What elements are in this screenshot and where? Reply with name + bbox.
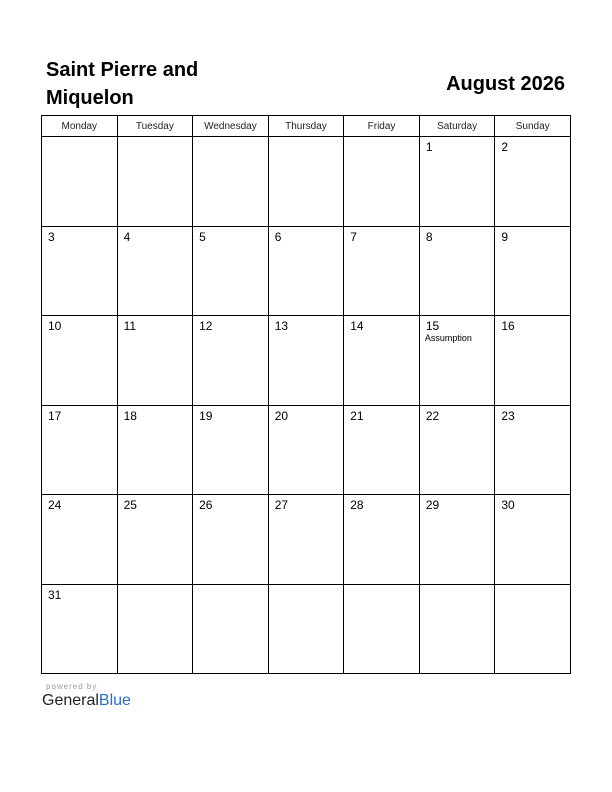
day-number: 5 <box>199 229 206 244</box>
day-cell <box>419 584 495 674</box>
day-cell <box>344 584 420 674</box>
weekday-wednesday: Wednesday <box>193 116 269 137</box>
day-cell <box>495 137 571 227</box>
day-number: 3 <box>48 229 55 244</box>
weekday-saturday: Saturday <box>419 116 495 137</box>
day-number <box>495 585 570 588</box>
day-cell <box>419 405 495 495</box>
day-cell <box>268 495 344 585</box>
week-row <box>42 226 571 316</box>
brand-blue-text: Blue <box>98 692 131 709</box>
weekday-friday: Friday <box>344 116 420 137</box>
day-number: 6 <box>274 229 282 244</box>
day-number <box>193 137 268 140</box>
week-row <box>42 405 571 495</box>
day-cell <box>117 584 193 674</box>
day-number: 18 <box>123 408 137 423</box>
day-cell <box>42 405 118 495</box>
day-number <box>118 585 193 588</box>
day-number: 12 <box>199 319 213 333</box>
day-number: 2 <box>501 140 509 154</box>
day-number: 25 <box>123 498 137 512</box>
day-cell <box>268 226 344 316</box>
day-number <box>118 137 193 140</box>
day-number <box>420 585 495 588</box>
day-number: 27 <box>274 498 289 512</box>
day-number: 1 <box>425 140 433 154</box>
day-cell <box>495 316 571 406</box>
day-number: 24 <box>48 498 62 512</box>
day-number: 31 <box>48 587 62 602</box>
day-cell <box>495 584 571 674</box>
weekday-header-row <box>42 116 571 137</box>
region-title: Saint Pierre and Miquelon <box>46 59 199 109</box>
day-number: 21 <box>350 408 364 423</box>
day-number: 28 <box>350 498 364 512</box>
day-number: 8 <box>425 229 433 244</box>
day-number: 15 <box>425 319 440 333</box>
day-cell <box>268 584 344 674</box>
day-number <box>42 137 117 140</box>
weekday-tuesday: Tuesday <box>117 116 193 137</box>
day-cell <box>117 405 193 495</box>
day-number <box>193 585 268 588</box>
day-cell <box>42 137 118 227</box>
day-number: 7 <box>350 229 357 244</box>
day-cell <box>42 226 118 316</box>
day-cell <box>193 137 269 227</box>
day-cell <box>344 226 420 316</box>
day-cell <box>117 137 193 227</box>
day-cell <box>193 226 269 316</box>
day-number <box>344 585 419 588</box>
day-number: 14 <box>350 319 364 333</box>
day-number: 30 <box>501 498 515 512</box>
day-cell <box>117 316 193 406</box>
week-row <box>42 495 571 585</box>
day-number: 16 <box>501 319 515 333</box>
day-number: 23 <box>501 408 515 423</box>
day-cell <box>42 584 118 674</box>
brand-general-text: General <box>42 692 99 709</box>
week-row <box>42 316 571 406</box>
day-number <box>269 585 344 588</box>
day-cell <box>419 316 495 406</box>
footer-branding <box>42 682 131 710</box>
day-cell <box>495 495 571 585</box>
day-cell <box>495 226 571 316</box>
day-number: 20 <box>274 408 289 423</box>
day-cell <box>419 495 495 585</box>
powered-by-label: powered by <box>46 682 98 691</box>
day-cell <box>117 226 193 316</box>
day-number: 13 <box>274 319 289 333</box>
day-cell <box>344 316 420 406</box>
day-number: 9 <box>501 229 509 244</box>
day-cell <box>419 226 495 316</box>
weekday-monday: Monday <box>42 116 118 137</box>
day-number: 26 <box>199 498 213 512</box>
day-cell <box>268 316 344 406</box>
month-year-title: August 2026 <box>446 73 565 95</box>
day-cell <box>495 405 571 495</box>
day-number <box>269 137 344 140</box>
day-cell <box>42 316 118 406</box>
holiday-label: Assumption <box>424 333 472 343</box>
day-number: 19 <box>199 408 213 423</box>
day-cell <box>419 137 495 227</box>
calendar-grid <box>41 115 571 674</box>
day-cell <box>344 495 420 585</box>
day-number: 4 <box>123 229 131 244</box>
day-number: 29 <box>425 498 440 512</box>
generalblue-logo <box>42 692 131 710</box>
day-cell <box>193 316 269 406</box>
day-cell <box>344 405 420 495</box>
day-number: 17 <box>48 408 62 423</box>
weekday-thursday: Thursday <box>268 116 344 137</box>
day-cell <box>268 137 344 227</box>
day-cell <box>193 495 269 585</box>
day-cell <box>193 584 269 674</box>
day-cell <box>268 405 344 495</box>
day-number: 11 <box>123 319 137 333</box>
day-cell <box>193 405 269 495</box>
week-row <box>42 137 571 227</box>
day-cell <box>42 495 118 585</box>
day-number: 22 <box>425 408 440 423</box>
week-row <box>42 584 571 674</box>
day-cell <box>117 495 193 585</box>
day-number <box>344 137 419 140</box>
day-number: 10 <box>48 319 62 333</box>
weekday-sunday: Sunday <box>495 116 571 137</box>
day-cell <box>344 137 420 227</box>
